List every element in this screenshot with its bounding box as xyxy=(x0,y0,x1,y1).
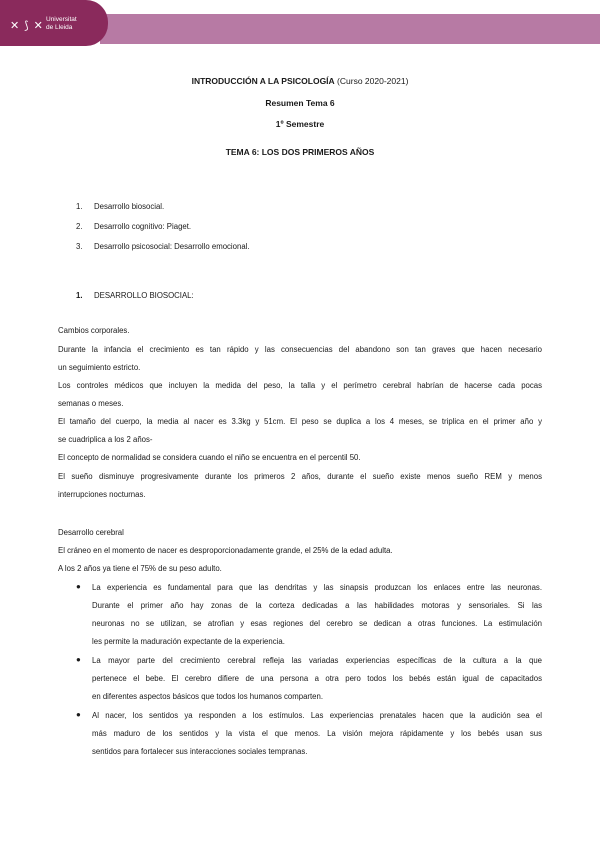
course-title xyxy=(0,76,600,86)
text-line: A los 2 años ya tiene el 75% de su peso adulto. xyxy=(58,564,222,573)
index-num: 2. xyxy=(76,222,83,231)
text-line: El cráneo en el momento de nacer es desproporcionadamente grande, el 25% de la edad adulta. xyxy=(58,546,393,555)
section-number: 1. xyxy=(76,291,83,300)
semester-title: 1º Semestre xyxy=(275,119,325,129)
bullet-icon: ● xyxy=(76,582,81,591)
subsection-heading: Cambios corporales. xyxy=(58,326,130,335)
text-line: se cuadriplica a los 2 años- xyxy=(58,435,153,444)
summary-title: Resumen Tema 6 xyxy=(265,98,335,108)
index-item: Desarrollo biosocial. xyxy=(94,202,165,211)
bullet-line: Al nacer, los sentidos ya responden a los estímulos. Las experiencias prenatales hacen que la audición sea el xyxy=(92,711,542,720)
subsection-heading: Desarrollo cerebral xyxy=(58,528,124,537)
bullet-line: Durante el primer año hay zonas de la corteza dedicadas a las habilidades motoras y sensoriales. Si las xyxy=(92,601,542,610)
header-band xyxy=(100,14,600,44)
bullet-line: neuronas no se utilizan, se atrofian y esas regiones del cerebro se dedican a otras funciones. La estimulación xyxy=(92,619,542,628)
index-num: 1. xyxy=(76,202,83,211)
logo-mark-icon: ✕ ⟆ ✕ xyxy=(10,20,44,32)
bullet-line: sentidos para fortalecer sus interacciones sociales tempranas. xyxy=(92,747,308,756)
text-line: El concepto de normalidad se considera cuando el niño se encuentra en el percentil 50. xyxy=(58,453,361,462)
header-bar xyxy=(0,0,600,46)
course-name: INTRODUCCIÓN A LA PSICOLOGÍA xyxy=(191,76,335,86)
bullet-line: La experiencia es fundamental para que las dendritas y las sinapsis produzcan los enlaces entre las neuronas. xyxy=(92,583,542,592)
bullet-icon: ● xyxy=(76,710,81,719)
institution-line-1: Universitat xyxy=(46,16,77,23)
university-logo xyxy=(0,0,108,46)
bullet-icon: ● xyxy=(76,655,81,664)
bullet-line: en diferentes aspectos básicos que todos los humanos comparten. xyxy=(92,692,324,701)
institution-name xyxy=(46,16,104,32)
text-line: un seguimiento estricto. xyxy=(58,363,141,372)
institution-line-2: de Lleida xyxy=(46,24,73,31)
bullet-line: La mayor parte del crecimiento cerebral refleja las variadas experiencias específicas de la cultura a la que xyxy=(92,656,542,665)
text-line: semanas o meses. xyxy=(58,399,124,408)
course-years: (Curso 2020-2021) xyxy=(334,76,409,86)
text-line: Los controles médicos que incluyen la medida del peso, la talla y el perímetro cerebral habrían de hacerse cada pocas xyxy=(58,381,542,390)
text-line: El sueño disminuye progresivamente durante los primeros 2 años, durante el sueño existe menos sueño REM y menos xyxy=(58,472,542,481)
bullet-line: pertenece el bebe. El cerebro difiere de una persona a otra pero todos los bebés están igual de capacitados xyxy=(92,674,542,683)
index-item: Desarrollo cognitivo: Piaget. xyxy=(94,222,192,231)
text-line: El tamaño del cuerpo, la media al nacer es 3.3kg y 51cm. El peso se duplica a los 4 meses, se triplica en el primer año y xyxy=(58,417,542,426)
section-heading: DESARROLLO BIOSOCIAL: xyxy=(94,291,194,300)
bullet-line: más maduro de los sentidos y la vista el que menos. La visión mejora rápidamente y los bebés usan sus xyxy=(92,729,542,738)
text-line: interrupciones nocturnas. xyxy=(58,490,146,499)
index-item: Desarrollo psicosocial: Desarrollo emocional. xyxy=(94,242,250,251)
topic-title: TEMA 6: LOS DOS PRIMEROS AÑOS xyxy=(225,147,375,157)
index-num: 3. xyxy=(76,242,83,251)
bullet-line: les permite la maduración expectante de la experiencia. xyxy=(92,637,285,646)
text-line: Durante la infancia el crecimiento es tan rápido y las consecuencias del abandono son tan graves que hacen necesario xyxy=(58,345,542,354)
